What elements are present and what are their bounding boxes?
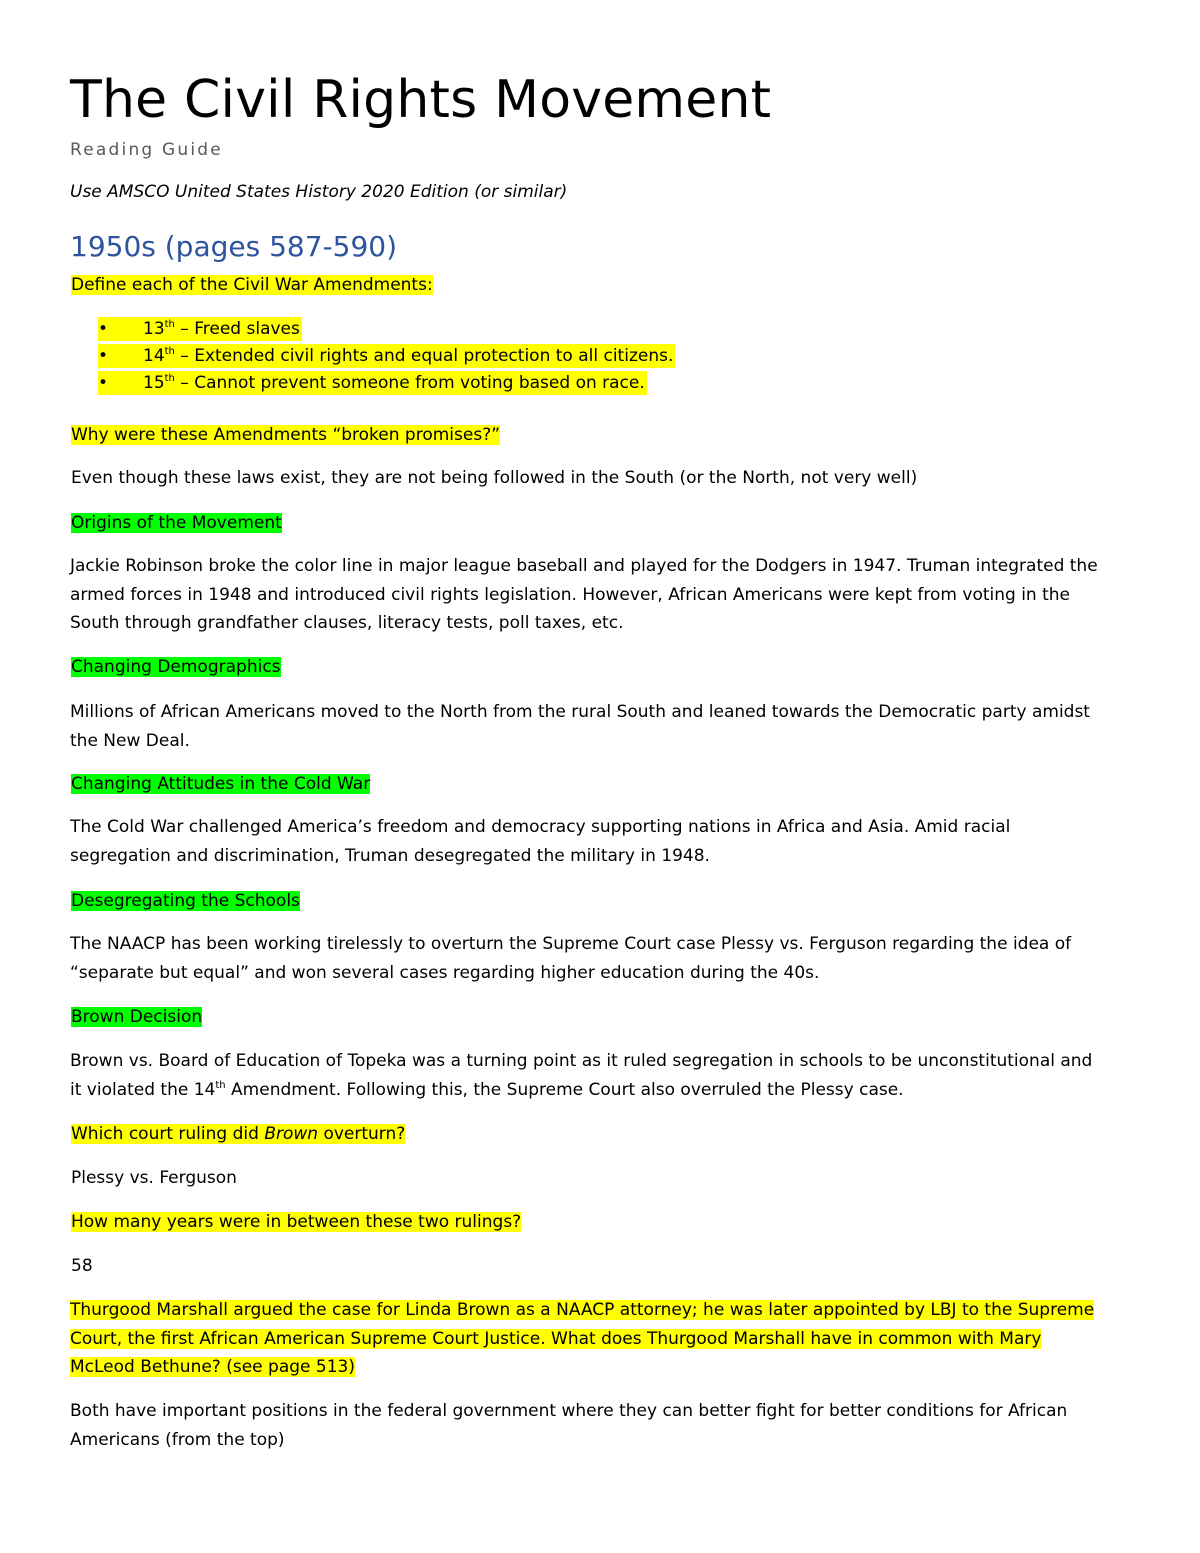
heading-origins: Origins of the Movement <box>71 513 282 533</box>
answer-cold-war: The Cold War challenged America’s freedom and democracy supporting nations in Africa and Asia. Amid racial segregation and discrimination, Truman desegregated the military in 1948. <box>70 817 1011 866</box>
answer-years: 58 <box>71 1256 93 1276</box>
question-text: Define each of the Civil War Amendments: <box>71 275 433 295</box>
amendments-list <box>98 316 675 397</box>
answer-demographics: Millions of African Americans moved to the North from the rural South and leaned towards the Democratic party amidst the New Deal. <box>70 702 1090 751</box>
answer-marshall: Both have important positions in the federal government where they can better fight for better conditions for African Americans (from the top) <box>70 1401 1068 1450</box>
heading-brown: Brown Decision <box>71 1007 203 1027</box>
list-item: • 13th – Freed slaves <box>98 316 675 343</box>
list-item: • 15th – Cannot prevent someone from voting based on race. <box>98 370 675 397</box>
heading-schools: Desegregating the Schools <box>71 891 300 911</box>
question-broken-promises: Why were these Amendments “broken promises?” <box>71 425 501 445</box>
answer-schools: The NAACP has been working tirelessly to overturn the Supreme Court case Plessy vs. Ferguson regarding the idea of “separate but equal” and won several cases regarding higher education during the 40s. <box>70 934 1072 983</box>
bullet-icon: • <box>98 373 109 393</box>
section-heading: 1950s (pages 587-590) <box>70 230 398 263</box>
answer-court-ruling: Plessy vs. Ferguson <box>71 1168 237 1188</box>
question-years: How many years were in between these two rulings? <box>71 1212 522 1232</box>
document-title: The Civil Rights Movement <box>70 70 772 130</box>
document-subtitle: Reading Guide <box>70 140 223 160</box>
heading-cold-war: Changing Attitudes in the Cold War <box>71 774 371 794</box>
question-marshall: Thurgood Marshall argued the case for Linda Brown as a NAACP attorney; he was later appointed by LBJ to the Supreme Court, the first African American Supreme Court Justice. What does Thurgood Marshall have in common with Mary McLeod Bethune? (see page 513) <box>70 1300 1095 1377</box>
bullet-icon: • <box>98 346 109 366</box>
bullet-icon: • <box>98 319 109 339</box>
heading-demographics: Changing Demographics <box>71 657 281 677</box>
answer-brown: Brown vs. Board of Education of Topeka was a turning point as it ruled segregation in schools to be unconstitutional and it violated the 14th Amendment. Following this, the Supreme Court also overruled the Plessy case. <box>70 1051 1093 1100</box>
question-court-ruling: Which court ruling did Brown overturn? <box>71 1124 406 1144</box>
question-define-amendments <box>70 273 434 297</box>
list-item: • 14th – Extended civil rights and equal protection to all citizens. <box>98 343 675 370</box>
answer-origins: Jackie Robinson broke the color line in major league baseball and played for the Dodgers in 1947. Truman integrated the armed forces in 1948 and introduced civil rights legislation. However, African Americans were kept from voting in the South through grandfather clauses, literacy tests, poll taxes, etc. <box>70 556 1098 633</box>
answer-broken-promises: Even though these laws exist, they are not being followed in the South (or the North, not very well) <box>71 468 918 488</box>
source-note: Use AMSCO United States History 2020 Edition (or similar) <box>70 182 568 202</box>
